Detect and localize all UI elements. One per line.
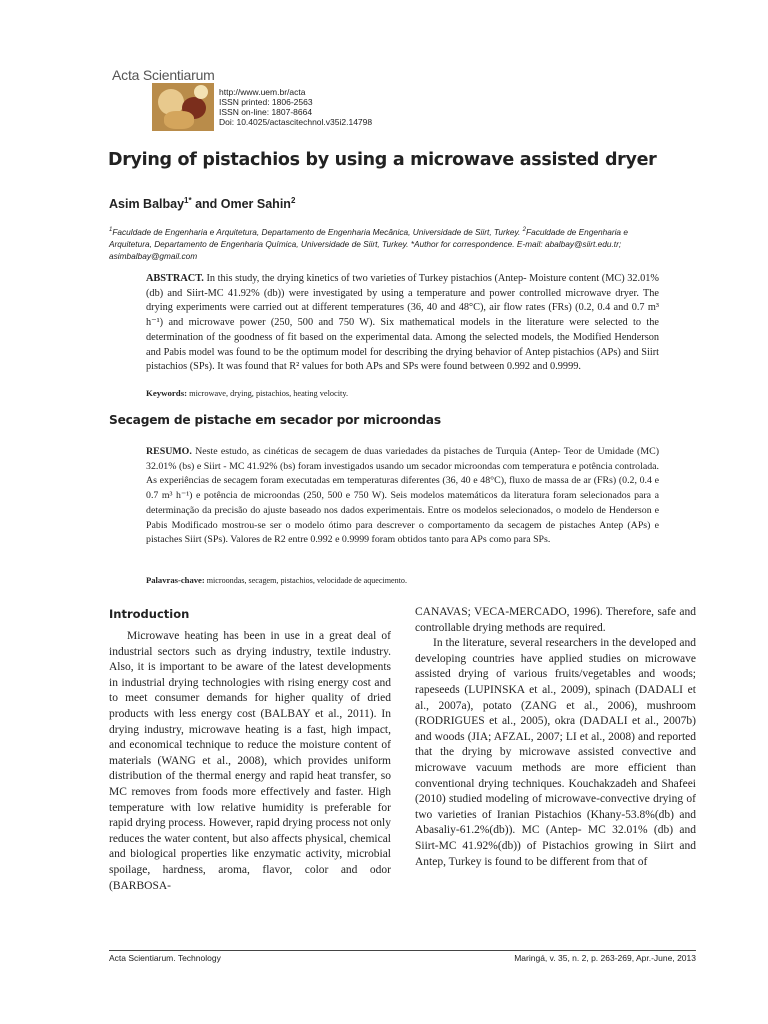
author-join: and <box>191 197 221 212</box>
affil-text-1: Faculdade de Engenharia e Arquitetura, Departamento de Engenharia Mecânica, Universidade de Siirt, Turkey. <box>112 226 523 237</box>
authors <box>109 196 295 211</box>
right-para-2: In the literature, several researchers in the developed and developing countries have applied studies on microwave assisted drying of various fruits/vegetables and woods; rapeseeds (LUPINSKA et al., 2009), spinach (DADALI et al., 2007a), potato (ZANG et al., 2006), mushroom (RODRIGUES et al., 2005), okra (DADALI et al., 2007b) and woods (JIA; AFZAL, 2007; LI et al., 2008) and reported that the drying by microwave assisted convective and microwave vacuum methods are more efficient than conventional drying techniques. Kouchakzadeh and Shafeei (2010) studied modeling of microwave-convective drying of two varieties of Iranian Pistachios (Khany-53.8%(db) and Abasaliy-61.2%(db)). MC (Antep- MC 32.01% (db) and Siirt-MC 41.92%(db)) of Pistachios growing in Siirt and Antep, Turkey is found to be different from that of <box>415 637 696 868</box>
introduction-left-column: Microwave heating has been in use in a great deal of industrial sectors such as drying industry, textile industry. Also, it is important to be aware of the latest developments in industrial drying technologies with rising energy cost and to meet consumer demands for higher quality of dried products with less energy cost (BALBAY et al., 2011). In drying industry, microwave heating is a fast, high impact, and economical technique to reduce the moisture content of materials (WANG et al., 2008), which provides uniform distribution of the thermal energy and rapid heat transfer, so MC removes from foods more effectively and faster. High temperature with low relative humidity is preferable for rapid drying process. However, rapid drying process not only reduces the water content, but also affects physical, chemical and biological properties like enzymatic activity, microbial spoilage, hardness, aroma, flavor, color and odor (BARBOSA- <box>109 630 391 892</box>
journal-name: Acta Scientiarum <box>112 67 215 83</box>
resumo <box>146 445 659 548</box>
doi: Doi: 10.4025/actascitechnol.v35i2.14798 <box>219 117 373 127</box>
keywords <box>146 388 659 398</box>
affiliations <box>109 224 669 262</box>
journal-logo-image <box>152 83 214 131</box>
palavras-chave-text: microondas, secagem, pistachios, velocidade de aquecimento. <box>204 576 407 585</box>
palavras-chave-label: Palavras-chave: <box>146 575 205 585</box>
abstract-text: In this study, the drying kinetics of two varieties of Turkey pistachios (Antep- Moisture content (MC) 32.01% (db) and Siirt-MC 41.92% (db)) were investigated by using a temperature and power controlled microwave dryer. The drying experiments were carried out at different temperatures (36, 40 and 48°C), air flow rates (FRs) (0.2, 0.4 and 0.7 m³ h⁻¹) and microwave power (250, 500 and 750 W). Six mathematical models in the literature were selected to the determination of the goodness of fit based on the experimental data. Among the selected models, the Modified Henderson and Pabis model was found to be the optimum model for describing the drying behavior of Antep pistachios (APs) and Siirt pistachios (SPs). It was found that R² values for both APs and SPs were found between 0.992 and 0.9999. <box>146 273 659 373</box>
affil-sup-2: 2 <box>522 227 527 233</box>
introduction-right-column <box>415 605 696 870</box>
palavras-chave <box>146 575 659 585</box>
affil-sup-1: 1 <box>109 227 113 233</box>
affil-text-2: Faculdade de Engenharia e Arquitetura, Departamento de Engenharia Química, Universidade de Siirt, Turkey. *Author for correspondence. E-mail: abalbay@siirt.edu.tr; asimbalbay@gmail.com <box>109 226 628 261</box>
issn-online: ISSN on-line: 1807-8664 <box>219 107 313 117</box>
abstract-label: ABSTRACT. <box>146 273 204 284</box>
abstract <box>146 272 659 375</box>
author-2-sup: 2 <box>290 196 296 205</box>
footer-journal: Acta Scientiarum. Technology <box>109 953 221 963</box>
portuguese-title: Secagem de pistache em secador por microondas <box>109 413 441 427</box>
article-title: Drying of pistachios by using a microwave assisted dryer <box>108 150 657 170</box>
keywords-label: Keywords: <box>146 388 188 398</box>
author-2: Omer Sahin <box>220 197 291 212</box>
keywords-text: microwave, drying, pistachios, heating velocity. <box>187 389 349 398</box>
footer-divider <box>109 950 696 951</box>
introduction-heading: Introduction <box>109 607 190 621</box>
publication-info <box>219 87 372 127</box>
journal-url[interactable]: http://www.uem.br/acta <box>219 87 306 97</box>
footer-citation: Maringá, v. 35, n. 2, p. 263-269, Apr.-June, 2013 <box>514 953 696 963</box>
author-1-sup: 1* <box>184 196 192 205</box>
issn-printed: ISSN printed: 1806-2563 <box>219 97 313 107</box>
author-1: Asim Balbay <box>109 197 185 212</box>
resumo-text: Neste estudo, as cinéticas de secagem de duas variedades da pistaches de Turquia (Antep- Teor de Umidade (MC) 32.01% (bs) e Siirt - MC 41.92% (bs) foram investigados usando um secador microondas com temperatura e potência controlada. As experiências de secagem foram executadas em temperaturas diferentes (36, 40 e 48°C), fluxo de massa de ar (FRs) (0.2, 0.4 e 0.7 m³ h⁻¹) e potência de microondas (250, 500 e 750 W). Seis modelos matemáticos da literatura foram selecionados para a determinação da precisão do ajuste baseado nos dados experimentais. Entre os modelos selecionados, o modelo de Henderson e Pabis Modificado mostrou-se ser o modelo ótimo para descrever o comportamento da secagem de pistaches Antep (APs) e pistaches Siirt (SPs). Valores de R2 entre 0.992 e 0.9999 foram obtidos tanto para APs como para SPs. <box>146 446 659 546</box>
right-para-1: CANAVAS; VECA-MERCADO, 1996). Therefore, safe and controllable drying methods are required. <box>415 606 696 634</box>
resumo-label: RESUMO. <box>146 446 192 457</box>
